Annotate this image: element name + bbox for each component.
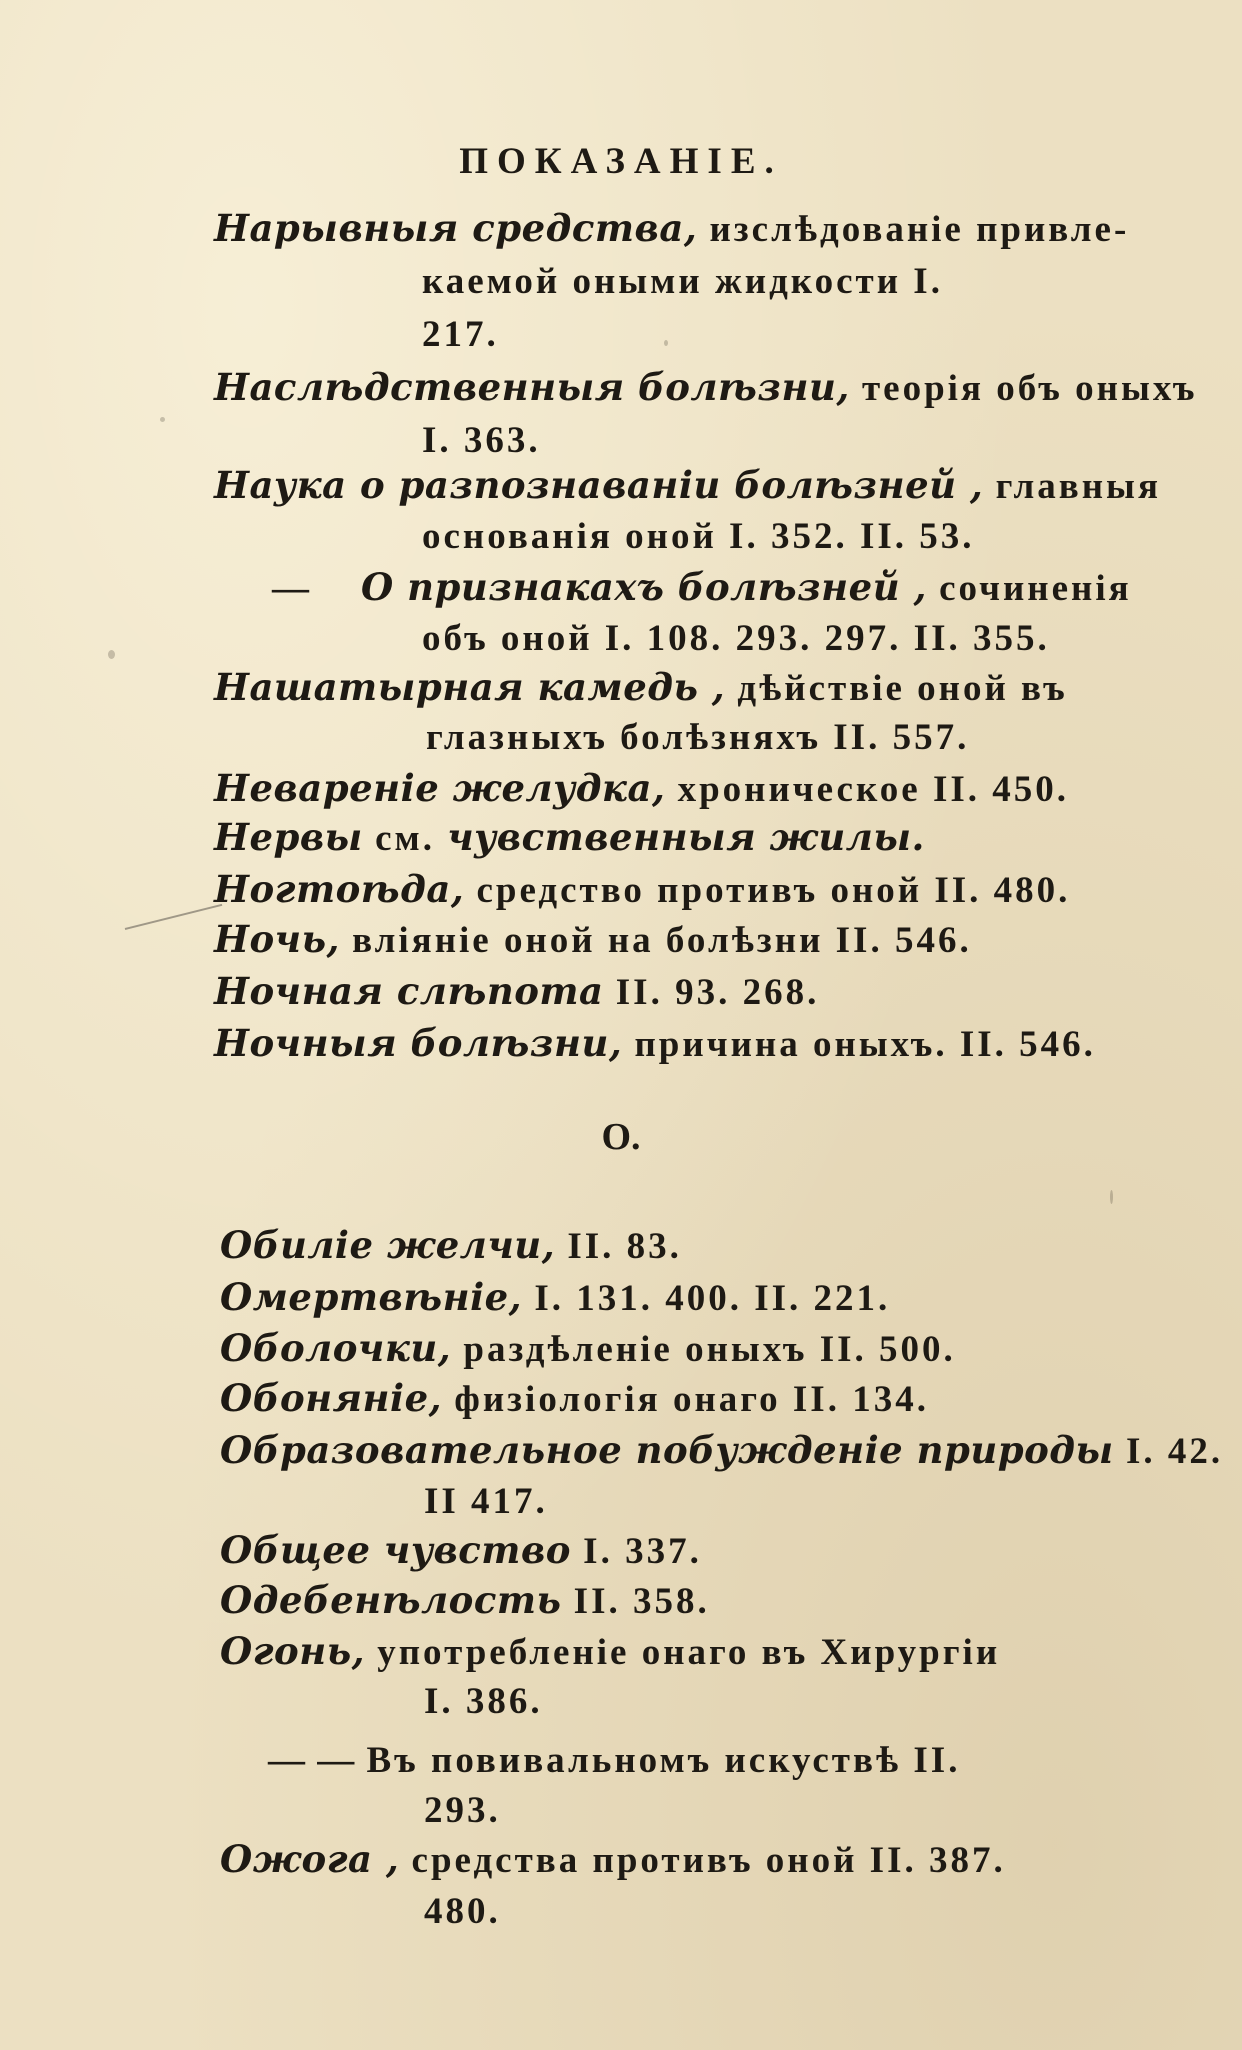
- index-entry: [214, 364, 1198, 412]
- entry-text: глазныхъ болѣзняхъ II. 557.: [426, 717, 970, 758]
- entry-text: I. 337.: [570, 1531, 702, 1572]
- index-entry: [214, 205, 1129, 253]
- entry-text: II 417.: [424, 1481, 548, 1522]
- entry-term: Нарывныя средства,: [214, 206, 698, 250]
- entry-term: Нашатырная камедь ,: [214, 665, 726, 709]
- entry-text: средство противъ оной II. 480.: [464, 870, 1071, 911]
- entry-text: средства противъ оной II. 387.: [399, 1840, 1006, 1881]
- index-entry: [220, 1222, 682, 1270]
- entry-text: II. 93. 268.: [603, 972, 820, 1013]
- entry-text: Въ повивальномъ искуствѣ II.: [366, 1740, 961, 1781]
- entry-term: Омертвѣніе,: [220, 1275, 523, 1319]
- entry-text: раздѣленіе оныхъ II. 500.: [451, 1329, 956, 1370]
- entry-term: Неваренiе желудка,: [214, 766, 666, 810]
- index-entry-continuation: [422, 258, 943, 305]
- entry-text: 293.: [424, 1790, 501, 1831]
- entry-text: основанія оной I. 352. II. 53.: [422, 516, 975, 557]
- entry-text: сочиненія: [926, 568, 1132, 609]
- entry-term: Ногтоѣда,: [214, 867, 465, 911]
- entry-text: причина оныхъ. II. 546.: [622, 1024, 1096, 1065]
- index-entry: [220, 1325, 956, 1373]
- ink-speck: [664, 340, 668, 346]
- entry-text: II. 83.: [555, 1226, 682, 1267]
- entry-term: Ночныя болѣзни,: [214, 1021, 623, 1065]
- index-entry: [214, 866, 1070, 914]
- entry-text: 480.: [424, 1891, 501, 1932]
- index-entry-continuation: [422, 513, 975, 560]
- index-entry-continuation: [424, 1787, 501, 1834]
- entry-term: Ожога ,: [220, 1837, 400, 1881]
- index-entry: [220, 1628, 1000, 1676]
- index-entry: [220, 1836, 1006, 1884]
- entry-term: Ночная слѣпота: [214, 969, 604, 1013]
- entry-text: изслѣдованіе привле-: [697, 209, 1130, 250]
- entry-text: I. 363.: [422, 420, 541, 461]
- entry-text: I. 386.: [424, 1681, 543, 1722]
- index-subentry: [268, 1737, 960, 1784]
- ink-speck: [1110, 1190, 1113, 1204]
- index-entry-continuation: [422, 417, 541, 464]
- entry-term: Обиліе желчи,: [220, 1223, 556, 1267]
- section-letter: О.: [601, 1116, 641, 1158]
- entry-text: I. 131. 400. II. 221.: [522, 1278, 891, 1319]
- page-heading: ПОКАЗАНІЕ.: [459, 141, 783, 182]
- index-entry: [214, 1020, 1096, 1068]
- entry-text: объ оной I. 108. 293. 297. II. 355.: [422, 618, 1050, 659]
- index-entry: [214, 968, 819, 1016]
- index-entry-continuation: [426, 714, 969, 761]
- entry-text: употребленіе онаго въ Хирургіи: [364, 1632, 1001, 1673]
- entry-cross-reference: чувственныя жилы.: [447, 815, 925, 859]
- index-entry: [214, 916, 972, 964]
- index-subentry: [272, 564, 1132, 612]
- entry-text: см.: [362, 818, 448, 859]
- dash-mark: — —: [268, 1740, 367, 1781]
- ink-speck: [160, 417, 165, 422]
- entry-term: Наслѣдственныя болѣзни,: [214, 365, 850, 409]
- entry-text: теорія объ оныхъ: [849, 368, 1198, 409]
- index-entry: [220, 1577, 710, 1625]
- entry-term: О признакахъ болѣзней ,: [361, 565, 927, 609]
- paper-scratch: [125, 904, 223, 930]
- entry-text: вліяніе оной на болѣзни II. 546.: [339, 920, 972, 961]
- entry-term: Обонянiе,: [220, 1376, 443, 1420]
- ink-speck: [108, 650, 115, 659]
- index-entry: [220, 1274, 890, 1322]
- entry-text: дѣйствіе оной въ: [725, 668, 1068, 709]
- entry-term: Ночь,: [214, 917, 340, 961]
- entry-text: физіологія онаго II. 134.: [442, 1379, 929, 1420]
- index-entry: [220, 1427, 1223, 1475]
- entry-term: Оболочки,: [220, 1326, 452, 1370]
- index-entry: [214, 664, 1068, 712]
- index-entry: [220, 1527, 702, 1575]
- index-entry: [214, 814, 925, 862]
- entry-term: Общее чувство: [220, 1528, 571, 1572]
- entry-term: Огонь,: [220, 1629, 365, 1673]
- entry-text: хроническое II. 450.: [665, 769, 1070, 810]
- index-entry: [214, 765, 1069, 813]
- index-entry-continuation: [424, 1888, 501, 1935]
- entry-text: каемой оными жидкости I.: [422, 261, 943, 302]
- entry-term: Наука о разпознаваніи болѣзней ,: [214, 463, 984, 507]
- entry-term: Одебенѣлость: [220, 1578, 562, 1622]
- entry-text: 217.: [422, 314, 499, 355]
- index-entry: [220, 1375, 929, 1423]
- entry-term: Нервы: [214, 815, 363, 859]
- index-entry-continuation: [424, 1478, 548, 1525]
- entry-text: главныя: [983, 466, 1161, 507]
- entry-text: I. 42.: [1113, 1431, 1224, 1472]
- index-entry-continuation: [422, 311, 499, 358]
- dash-mark: —: [272, 568, 322, 609]
- index-entry-continuation: [424, 1678, 543, 1725]
- entry-term: Образовательное побужденіе природы: [220, 1428, 1114, 1472]
- entry-text: II. 358.: [561, 1581, 710, 1622]
- index-entry-continuation: [422, 615, 1050, 662]
- index-entry: [214, 462, 1161, 510]
